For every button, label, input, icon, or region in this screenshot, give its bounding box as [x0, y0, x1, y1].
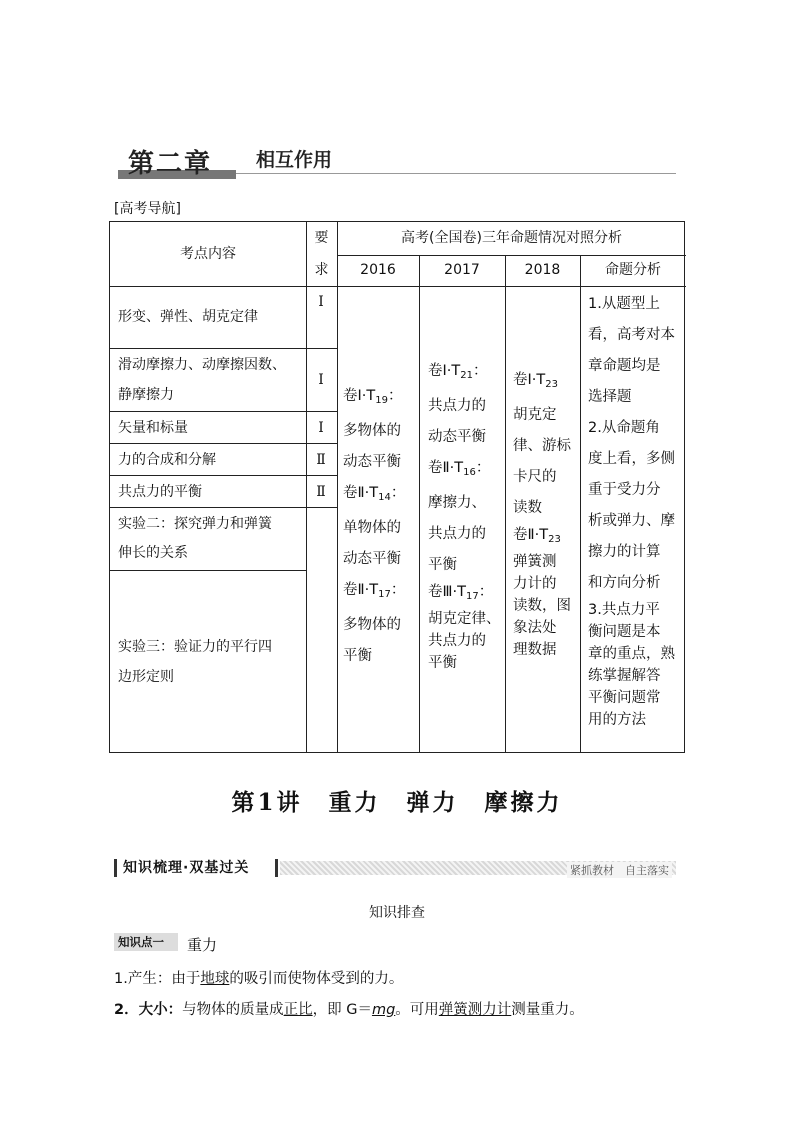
syllabus-table	[109, 221, 685, 753]
section-banner	[114, 859, 676, 879]
req-row-2: Ⅰ	[318, 372, 324, 388]
banner-strip	[280, 861, 676, 875]
item-magnitude: 2．大小：与物体的质量成正比，即 G＝mg。可用弹簧测力计测量重力。	[114, 1002, 584, 1018]
header-year-2017: 2017	[444, 262, 480, 278]
analysis-content: 1.从题型上 看，高考对本 章命题均是 选择题 2.从命题角 度上看，多侧 重于受力分 析或弹力、摩 擦力的计算 和方向分析 3.共点力平 衡问题是本 章的重点，熟 练掌握解答 平衡问题常 用的方法	[588, 296, 675, 728]
item-generation: 1.产生：由于地球的吸引而使物体受到的力。	[114, 971, 404, 987]
knowledge-point-name: 重力	[187, 936, 218, 954]
header-year-2016: 2016	[360, 262, 396, 278]
header-topic: 考点内容	[180, 246, 236, 262]
topic-row-7-l1: 实验三：验证力的平行四	[118, 639, 272, 655]
header-analysis-col: 命题分析	[605, 262, 661, 278]
nav-label: [高考导航]	[114, 201, 181, 217]
chapter-number: 第二章	[128, 149, 213, 179]
topic-row-2-l1: 滑动摩擦力、动摩擦因数、	[118, 357, 286, 373]
topic-row-3: 矢量和标量	[118, 420, 188, 436]
banner-right-text: 紧抓教材 自主落实	[567, 862, 672, 878]
knowledge-point-badge: 知识点一	[114, 933, 178, 951]
req-row-1: Ⅰ	[318, 294, 324, 310]
topic-row-5: 共点力的平衡	[118, 484, 202, 500]
header-analysis-title: 高考(全国卷)三年命题情况对照分析	[401, 230, 622, 246]
lecture-title: 第1讲 重力 弹力 摩擦力	[231, 789, 563, 816]
banner-label: 知识梳理·双基过关	[114, 859, 278, 877]
req-row-3: Ⅰ	[318, 420, 324, 436]
topic-row-2-l2: 静摩擦力	[118, 387, 174, 403]
chapter-rule	[236, 173, 676, 174]
year-2018-content: 卷$Ⅰ\cdot T_{23}$ 胡克定 律、游标 卡尺的 读数 卷$Ⅱ\cdot T_{23}$ 弹簧测 力计的 读数，图 象法处 理数据	[513, 372, 571, 658]
year-2017-content: 卷$Ⅰ\cdot T_{21}$： 共点力的 动态平衡 卷$Ⅱ\cdot T_{16}$： 摩擦力、 共点力的 平衡 卷$Ⅲ\cdot T_{17}$： 胡克定律、 共点力的 平衡	[428, 363, 501, 671]
header-req-2: 求	[314, 262, 329, 278]
req-row-5: Ⅱ	[316, 484, 326, 500]
topic-row-7-l2: 边形定则	[118, 669, 174, 685]
header-year-2018: 2018	[524, 262, 561, 278]
topic-row-4: 力的合成和分解	[118, 452, 216, 468]
req-row-4: Ⅱ	[316, 452, 326, 468]
chapter-title: 相互作用	[256, 149, 333, 171]
topic-row-6-l2: 伸长的关系	[118, 545, 188, 561]
topic-row-1: 形变、弹性、胡克定律	[118, 309, 258, 325]
header-req-1: 要	[314, 230, 329, 246]
chapter-header	[118, 140, 678, 180]
subsection-title: 知识排查	[369, 905, 425, 921]
topic-row-6-l1: 实验二：探究弹力和弹簧	[118, 516, 272, 532]
year-2016-content: 卷$Ⅰ\cdot T_{19}$： 多物体的 动态平衡 卷$Ⅱ\cdot T_{14}$： 单物体的 动态平衡 卷$Ⅱ\cdot T_{17}$： 多物体的 平衡	[343, 388, 406, 664]
